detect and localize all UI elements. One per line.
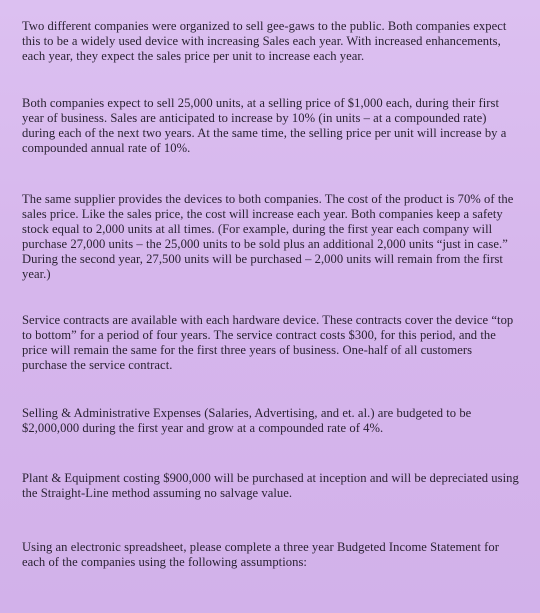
paragraph-supplier-cost: The same supplier provides the devices to both companies. The cost of the product is 70% of the sales price. Like the sales price, the cost will increase each year. Both companies keep a safety stock equal to 2,000 units at all times. (For example, during the first year each company will purchase 27,000 units – the 25,000 units to be sold plus an additional 2,000 units “just in case.” During the second year, 27,500 units will be purchased – 2,000 units will remain from the first year.) <box>22 192 514 281</box>
paragraph-selling-admin: Selling & Administrative Expenses (Salaries, Advertising, and et. al.) are budgeted to be $2,000,000 during the first year and grow at a compounded rate of 4%. <box>22 406 472 435</box>
paragraph-instructions: Using an electronic spreadsheet, please complete a three year Budgeted Income Statement for each of the companies using the following assumptions: <box>22 540 499 569</box>
paragraph-sales: Both companies expect to sell 25,000 units, at a selling price of $1,000 each, during their first year of business. Sales are anticipated to increase by 10% (in units – at a compounded rate) during each of the next two years. At the same time, the selling price per unit will increase by a compounded annual rate of 10%. <box>22 96 507 155</box>
paragraph-plant-equipment: Plant & Equipment costing $900,000 will be purchased at inception and will be depreciated using the Straight-Line method assuming no salvage value. <box>22 471 519 500</box>
paragraph-service-contracts: Service contracts are available with each hardware device. These contracts cover the device “top to bottom” for a period of four years. The service contract costs $300, for this period, and the price will remain the same for the first three years of business. One-half of all customers purchase the service contract. <box>22 313 514 372</box>
paragraph-intro: Two different companies were organized to sell gee-gaws to the public. Both companies expect this to be a widely used device with increasing Sales each year. With increased enhancements, each year, they expect the sales price per unit to increase each year. <box>22 19 507 63</box>
